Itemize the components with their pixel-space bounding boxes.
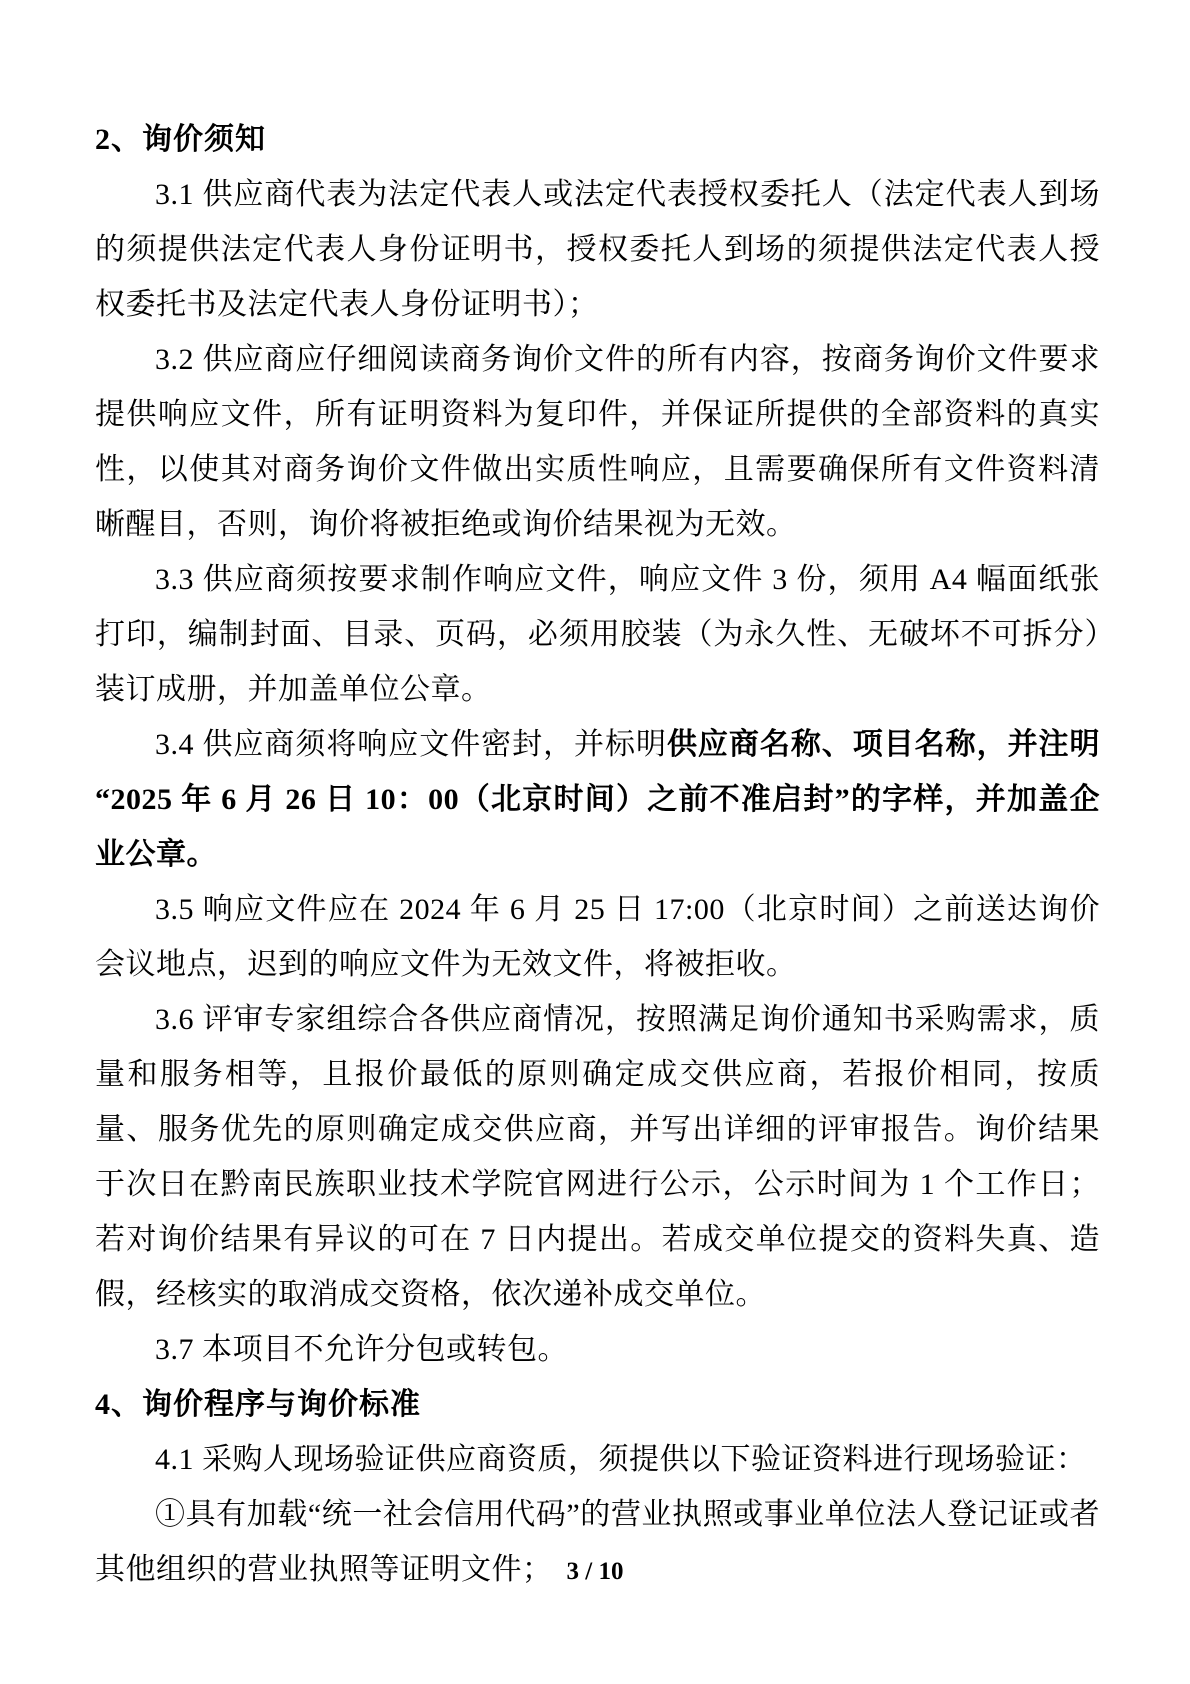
paragraph-4-1: 4.1 采购人现场验证供应商资质，须提供以下验证资料进行现场验证：: [155, 1443, 1087, 1476]
section-heading-inquiry-procedure: 4、询价程序与询价标准: [95, 1388, 421, 1421]
paragraph-3-6: 3.6 评审专家组综合各供应商情况，按照满足询价通知书采购需求，质量和服务相等，且报价最低的原则确定成交供应商，若报价相同，按质量、服务优先的原则确定成交供应商，并写出详细的评审报告。询价结果于次日在黔南民族职业技术学院官网进行公示，公示时间为 1 个工作日；若对询价结果有异议的可在 7 日内提出。若成交单位提交的资料失真、造假，经核实的取消成交资格，依次递补成交单位。: [95, 1003, 1100, 1311]
paragraph-4-1-item-1: ①具有加载“统一社会信用代码”的营业执照或事业单位法人登记证或者其他组织的营业执照等证明文件；: [95, 1498, 1100, 1586]
paragraph-3-7: 3.7 本项目不允许分包或转包。: [155, 1333, 568, 1366]
page-number: 3 / 10: [566, 1558, 624, 1585]
paragraph-3-3: 3.3 供应商须按要求制作响应文件，响应文件 3 份，须用 A4 幅面纸张打印，编制封面、目录、页码，必须用胶装（为永久性、无破坏不可拆分）装订成册，并加盖单位公章。: [95, 563, 1100, 706]
paragraph-3-2: 3.2 供应商应仔细阅读商务询价文件的所有内容，按商务询价文件要求提供响应文件，所有证明资料为复印件，并保证所提供的全部资料的真实性，以使其对商务询价文件做出实质性响应，且需要确保所有文件资料清晰醒目，否则，询价将被拒绝或询价结果视为无效。: [95, 343, 1100, 541]
paragraph-3-4-normal-text: 3.4 供应商须将响应文件密封，并标明: [155, 728, 667, 761]
section-heading-inquiry-notice: 2、询价须知: [95, 123, 266, 156]
document-body: [95, 112, 1100, 1597]
paragraph-3-5: 3.5 响应文件应在 2024 年 6 月 25 日 17:00（北京时间）之前送达询价会议地点，迟到的响应文件为无效文件，将被拒收。: [95, 893, 1100, 981]
paragraph-3-4: [95, 717, 1100, 882]
paragraph-3-1: 3.1 供应商代表为法定代表人或法定代表授权委托人（法定代表人到场的须提供法定代表人身份证明书，授权委托人到场的须提供法定代表人授权委托书及法定代表人身份证明书）；: [95, 178, 1100, 321]
paragraph-3-4-bold-text: 供应商名称、项目名称，并注明“2025 年 6 月 26 日 10：00（北京时间）之前不准启封”的字样，并加盖企业公章。: [95, 728, 1101, 871]
